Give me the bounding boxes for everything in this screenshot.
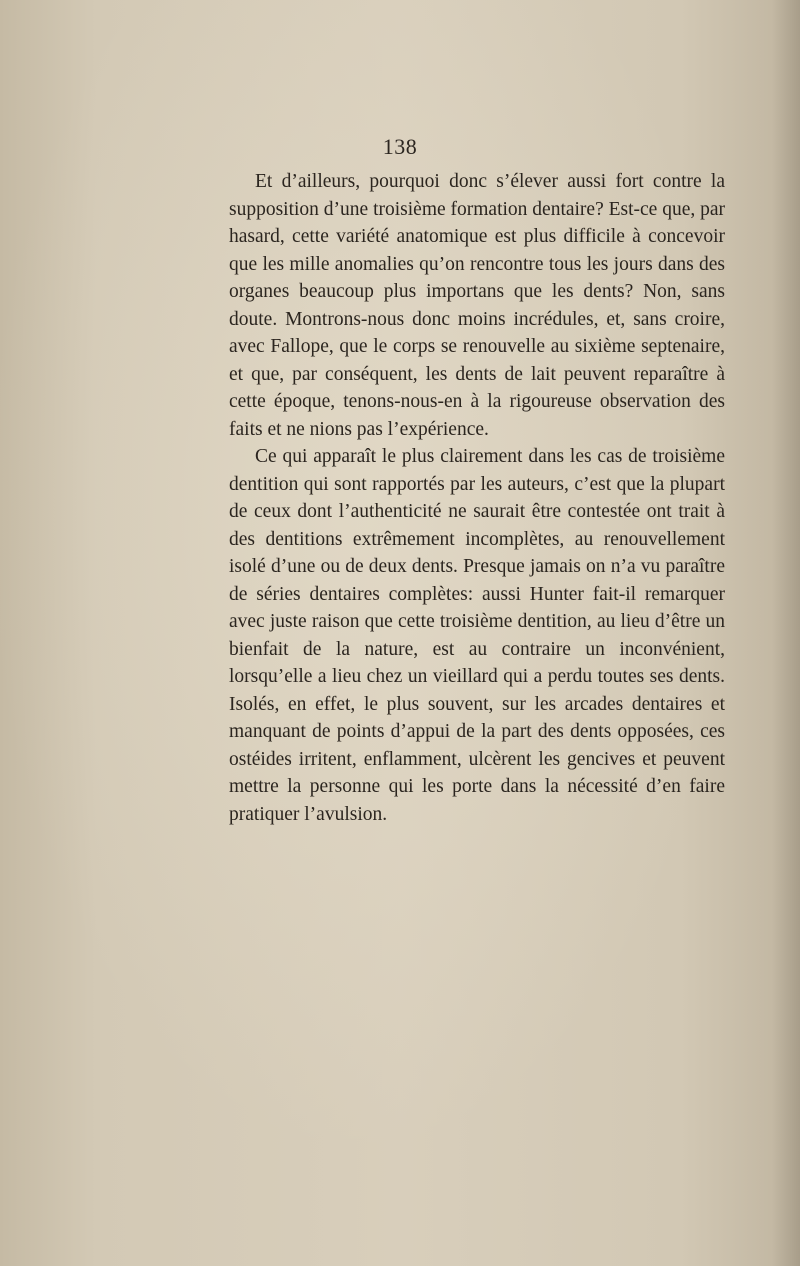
body-text [229,168,725,828]
paragraph-1: Et d’ailleurs, pourquoi donc s’élever aussi fort contre la supposition d’une troisième formation dentaire? Est-ce que, par hasard, cette variété anatomique est plus difficile à concevoir que les mille anomalies qu’on rencontre tous les jours dans des organes beaucoup plus importans que les dents? Non, sans doute. Montrons-nous donc moins incrédules, et, sans croire, avec Fallope, que le corps se renouvelle au sixième septenaire, et que, par conséquent, les dents de lait peuvent reparaître à cette époque, tenons-nous-en à la rigoureuse observation des faits et ne nions pas l’expérience. [229,171,726,440]
paragraph-2: Ce qui apparaît le plus clairement dans les cas de troisième dentition qui sont rapportés par les auteurs, c’est que la plupart de ceux dont l’authenticité ne saurait être contestée ont trait à des dentitions extrêmement incomplètes, au renouvellement isolé d’une ou de deux dents. Presque jamais on n’a vu paraître de séries dentaires complètes: aussi Hunter fait-il remarquer avec juste raison que cette troisième dentition, au lieu d’être un bienfait de la nature, est au contraire un inconvénient, lorsqu’elle a lieu chez un vieillard qui a perdu toutes ses dents. Isolés, en effet, le plus souvent, sur les arcades dentaires et manquant de points d’appui de la part des dents opposées, ces ostéides irritent, enflamment, ulcèrent les gencives et peuvent mettre la personne qui les porte dans la nécessité d’en faire pratiquer l’avulsion. [229,446,725,825]
page-edge-shadow [772,0,800,1266]
page-number: 138 [382,134,418,159]
